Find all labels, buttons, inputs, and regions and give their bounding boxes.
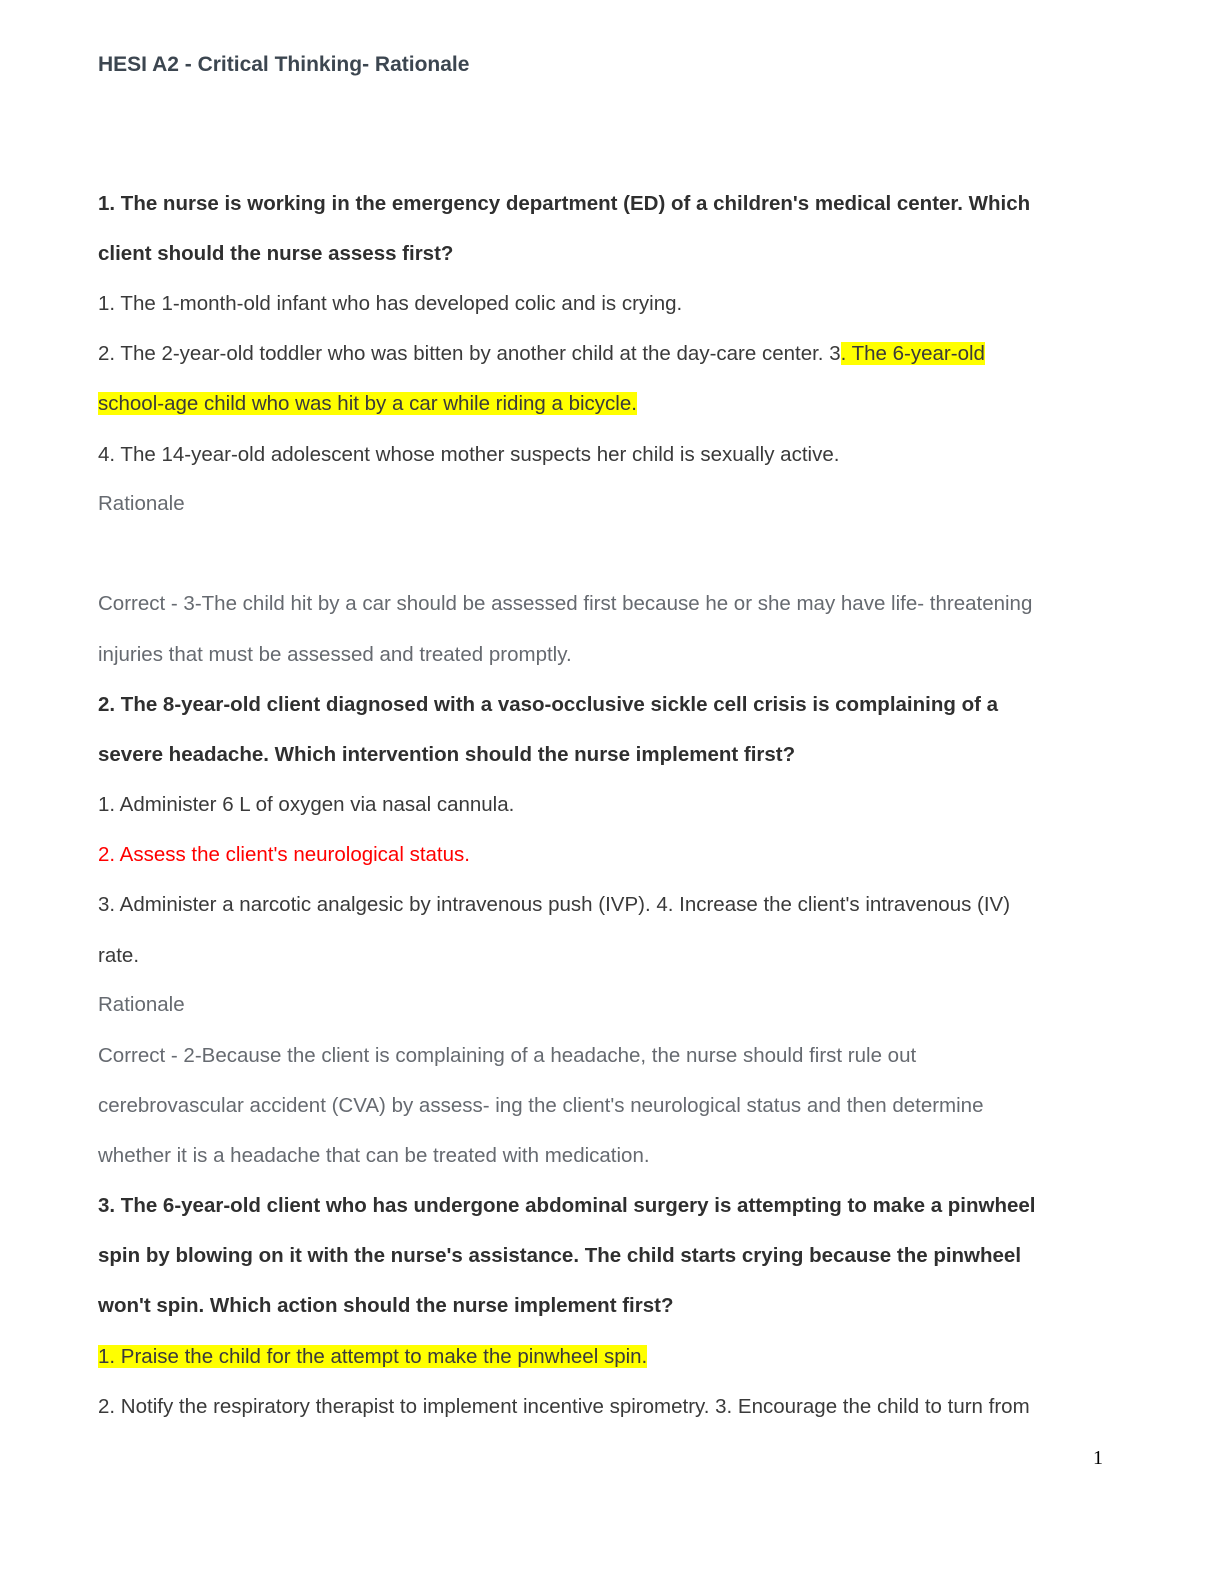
question-1-option-3-highlight: . The 6-year-old: [840, 342, 985, 365]
question-3-option-1: [98, 1344, 647, 1370]
question-2-rationale-line-1: Correct - 2-Because the client is complaining of a headache, the nurse should first rule out: [98, 1044, 917, 1067]
question-3-line-1: 3. The 6-year-old client who has undergone abdominal surgery is attempting to make a pinwheel: [98, 1194, 1036, 1217]
question-2-option-2-answer: 2. Assess the client's neurological status.: [98, 843, 470, 866]
question-3-line-3: won't spin. Which action should the nurse implement first?: [98, 1294, 674, 1317]
document-title: HESI A2 - Critical Thinking- Rationale: [98, 53, 470, 76]
question-1-option-3: [98, 391, 637, 417]
question-1-option-1: 1. The 1-month-old infant who has developed colic and is crying.: [98, 292, 683, 315]
question-2-line-1: 2. The 8-year-old client diagnosed with a vaso-occlusive sickle cell crisis is complaining of a: [98, 693, 999, 716]
question-2-option-1: 1. Administer 6 L of oxygen via nasal cannula.: [98, 793, 515, 816]
question-2-option-3-cont: rate.: [98, 944, 140, 967]
question-1-line-2: client should the nurse assess first?: [98, 242, 454, 265]
question-2-line-2: severe headache. Which intervention should the nurse implement first?: [98, 743, 796, 766]
question-1-option-3-highlight-cont: school-age child who was hit by a car while riding a bicycle.: [98, 392, 637, 415]
question-1-line-1: 1. The nurse is working in the emergency department (ED) of a children's medical center. Which: [98, 192, 1031, 215]
question-3-option-1-highlight: 1. Praise the child for the attempt to make the pinwheel spin.: [98, 1345, 648, 1368]
page-number: 1: [1093, 1447, 1103, 1469]
question-3-line-2: spin by blowing on it with the nurse's assistance. The child starts crying because the pinwheel: [98, 1244, 1022, 1267]
question-1-option-4: 4. The 14-year-old adolescent whose mother suspects her child is sexually active.: [98, 443, 840, 466]
question-2-rationale-line-2: cerebrovascular accident (CVA) by assess- ing the client's neurological status and then determine: [98, 1094, 984, 1117]
question-1-rationale-line-1: Correct - 3-The child hit by a car should be assessed first because he or she may have life- threatening: [98, 592, 1033, 615]
question-1-option-2: [98, 341, 985, 367]
question-3-option-2: 2. Notify the respiratory therapist to implement incentive spirometry. 3. Encourage the child to turn from: [98, 1395, 1030, 1418]
question-1-rationale-label: Rationale: [98, 492, 185, 515]
question-2-rationale-line-3: whether it is a headache that can be treated with medication.: [98, 1144, 650, 1167]
question-1-rationale-line-2: injuries that must be assessed and treated promptly.: [98, 643, 572, 666]
question-2-option-3: 3. Administer a narcotic analgesic by intravenous push (IVP). 4. Increase the client's intravenous (IV): [98, 893, 1011, 916]
question-1-option-2-text: 2. The 2-year-old toddler who was bitten by another child at the day-care center. 3: [98, 342, 841, 365]
question-2-rationale-label: Rationale: [98, 993, 185, 1016]
